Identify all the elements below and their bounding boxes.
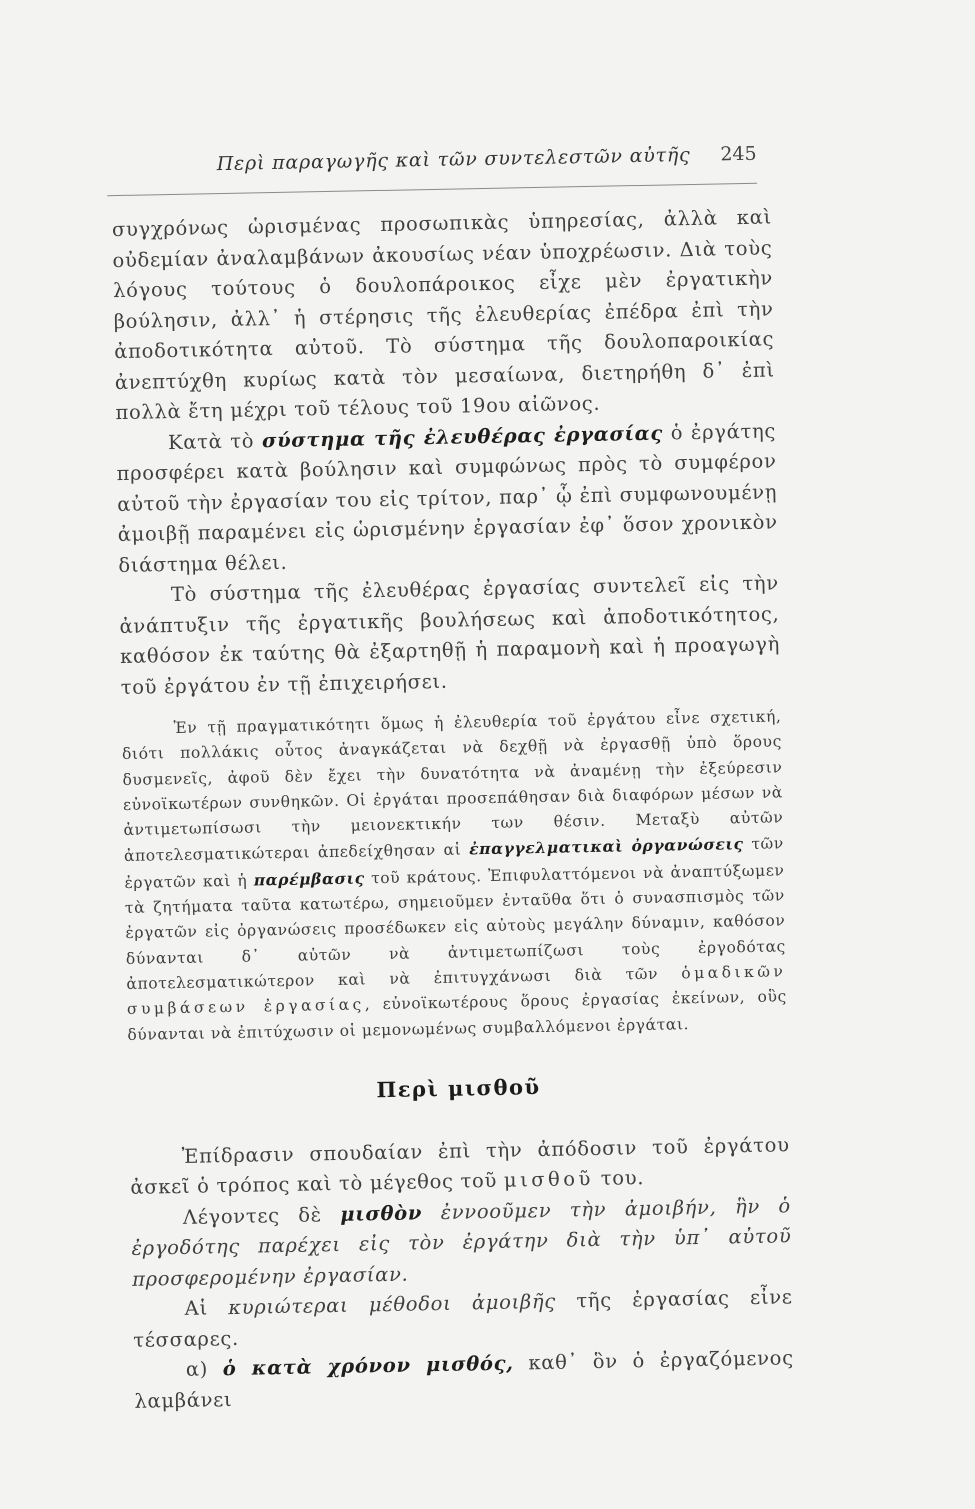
italic-main-methods: κυριώτεραι μέθοδοι ἀμοιβῆς (228, 1290, 557, 1320)
paragraph-text: Λέγοντες δὲ (182, 1202, 341, 1229)
emphasis-professional-organizations: ἐπαγγελματικαὶ ὀργανώσεις (468, 834, 744, 859)
note-text: τοῦ κράτους. Ἐπιφυλαττόμενοι νὰ ἀναπτύξωμεν τὰ ζητήματα ταῦτα κατωτέρω, σημειοῦμεν ἐνταῦθα ὅτι ὁ συνασπισμὸς τῶν ἐργατῶν εἰς ὀργανώσεις προσέδωκεν εἰς αὐτοὺς μεγάλην δύναμιν, καθόσον δύνανται δ᾽ αὐτῶν νὰ ἀντιμετωπίζωσι τοὺς ἐργοδότας ἀποτελεσματικώτερον καὶ νὰ ἐπιτυγχάνωσι διὰ τῶν (124, 861, 786, 993)
note-text: , εὐνοϊκωτέρους ὅρους ἐργασίας ἐκείνων, οὓς δύνανται νὰ ἐπιτύχωσιν οἱ μεμονωμένως συμβαλλόμενοι ἐργάται. (127, 987, 787, 1044)
section-heading: Περὶ μισθοῦ (376, 1073, 541, 1103)
body-text (112, 202, 795, 1417)
emphasis-time-wage: ὁ κατὰ χρόνον μισθός, (222, 1351, 514, 1381)
paragraph-text: συγχρόνως ὡρισμένας προσωπικὰς ὑπηρεσίας, ἀλλὰ καὶ οὐδεμίαν ἀναλαμβάνων ἀκουσίως νέαν ὑποχρέωσιν. Διὰ τοὺς λόγους τούτους ὁ δουλοπάροικος εἶχε μὲν ἐργατικὴν βούλησιν, ἀλλ᾽ ἡ στέρησις τῆς ἐλευθερίας ἐπέδρα ἐπὶ τὴν ἀποδοτικότητα αὐτοῦ. Τὸ σύστημα τῆς δουλοπαροικίας ἀνεπτύχθη κυρίως κατὰ τὸν μεσαίωνα, διετηρήθη δ᾽ ἐπὶ πολλὰ ἔτη μέχρι τοῦ τέλους τοῦ 19ου αἰῶνος. (111, 205, 775, 425)
paragraph-text: Κατὰ τὸ (167, 428, 263, 454)
spaced-collective-agreements: ὁμαδικῶν συμβάσεων ἐργασίας (126, 962, 787, 1019)
emphasis-wage: μισθὸν (340, 1201, 423, 1226)
page-number: 245 (720, 142, 757, 166)
note-paragraph (121, 704, 787, 1047)
paragraph-time-wage (134, 1344, 795, 1418)
italic-definition: ἐννοοῦμεν τὴν ἀμοιβήν, ἣν ὁ ἐργοδότης παρέχει εἰς τὸν ἐργάτην διὰ τὴν ὑπ᾽ αὐτοῦ προσφερομένην ἐργασίαν. (131, 1194, 792, 1291)
emphasis-intervention: παρέμβασις (253, 868, 365, 890)
paragraph-text: Ἐπίδρασιν σπουδαίαν ἐπὶ τὴν ἀπόδοσιν τοῦ ἐργάτου ἀσκεῖ ὁ τρόπος καὶ τὸ μέγεθος τοῦ (130, 1133, 790, 1200)
paragraph-wage-definition (131, 1191, 793, 1295)
spaced-wage-word: μισθοῦ (503, 1167, 595, 1193)
paragraph-text: Αἱ (184, 1296, 229, 1321)
paragraph-text: ὁ ἐργάτης προσφέρει κατὰ βούλησιν καὶ συμφώνως πρὸς τὸ συμφέρον αὐτοῦ τὴν ἐργασίαν του εἰς τρίτον, παρ᾽ ᾧ ἐπὶ συμφωνουμένῃ ἀμοιβῇ παραμένει εἰς ὡρισμένην ἐργασίαν ἐφ᾽ ὅσον χρονικὸν διάστημα θέλει. (116, 418, 778, 577)
paragraph-serfdom (112, 202, 776, 428)
running-title: Περὶ παραγωγῆς καὶ τῶν συντελεστῶν αὐτῆς (216, 143, 691, 176)
running-header (107, 143, 758, 196)
paragraph-free-labor-effect (119, 568, 781, 703)
list-label: α) (185, 1357, 223, 1382)
emphasis-free-labor-system: σύστημα τῆς ἐλευθέρας ἐργασίας (261, 421, 664, 452)
paragraph-free-labor (116, 416, 779, 581)
note-text: τῶν ἐργατῶν καὶ ἡ (124, 834, 785, 892)
note-text: Ἐν τῇ πραγματικότητι ὅμως ἡ ἐλευθερία τοῦ ἐργάτου εἶνε σχετική, διότι πολλάκις οὗτος ἀναγκάζεται νὰ δεχθῇ νὰ ἐργασθῇ ὑπὸ ὅρους δυσμενεῖς, ἀφοῦ δὲν ἔχει τὴν δυνατότητα νὰ ἀναμένῃ τὴν ἐξεύρεσιν εὐνοϊκωτέρων συνθηκῶν. Οἱ ἐργάται προσεπάθησαν διὰ διαφόρων μέσων νὰ ἀντιμετωπίσωσι τὴν μειονεκτικήν των θέσιν. Μεταξὺ αὐτῶν ἀποτελεσματικώτεραι ἀπεδείχθησαν αἱ (121, 707, 784, 866)
paragraph-text: καθ᾽ ὃν ὁ ἐργαζόμενος λαμβάνει (134, 1346, 794, 1413)
paragraph-text: Τὸ σύστημα τῆς ἐλευθέρας ἐργασίας συντελεῖ εἰς τὴν ἀνάπτυξιν τῆς ἐργατικῆς βουλήσεως καὶ ἀποδοτικότητος, καθόσον ἐκ ταύτης θὰ ἐξαρτηθῇ ἡ παραμονὴ καὶ ἡ προαγωγὴ τοῦ ἐργάτου ἐν τῇ ἐπιχειρήσει. (119, 571, 781, 699)
paragraph-text: τῆς ἐργασίας εἶνε τέσσαρες. (133, 1285, 793, 1352)
paragraph-text: του. (593, 1166, 645, 1191)
